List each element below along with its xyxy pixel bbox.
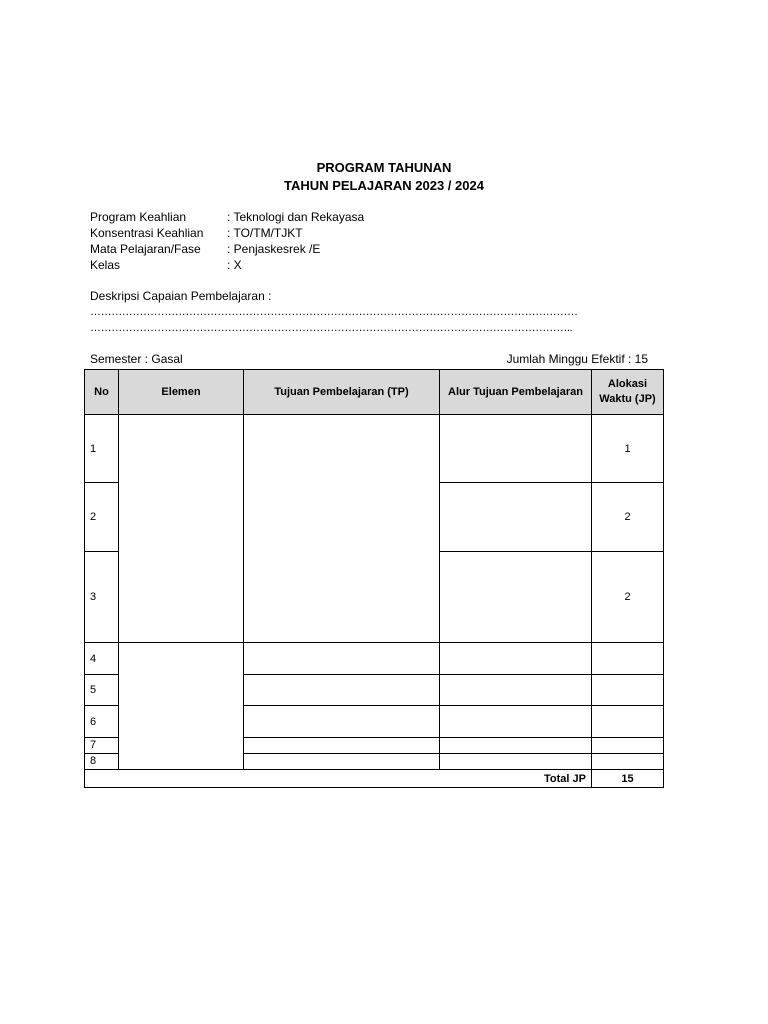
deskripsi-label: Deskripsi Capaian Pembelajaran :	[90, 289, 272, 303]
elemen-cell	[119, 415, 244, 643]
row-no: 6	[85, 706, 119, 738]
info-label-konsentrasi: Konsentrasi Keahlian	[90, 226, 204, 240]
alur-tp-cell	[440, 483, 592, 552]
deskripsi-line-1: …………………………………………………………………………………………………………………………	[90, 306, 578, 318]
document-title: PROGRAM TAHUNAN	[316, 160, 452, 175]
alur-tp-cell	[440, 706, 592, 738]
alokasi-cell	[592, 643, 664, 675]
table-header-row	[85, 370, 664, 415]
tujuan-pembelajaran-cell	[244, 415, 440, 643]
table-row	[85, 415, 664, 483]
info-label-program: Program Keahlian	[90, 210, 187, 224]
header-elemen: Elemen	[119, 370, 244, 415]
info-label-mapel: Mata Pelajaran/Fase	[90, 242, 201, 256]
alur-tp-cell	[440, 643, 592, 675]
info-value-kelas: : X	[227, 258, 242, 272]
alokasi-cell	[592, 706, 664, 738]
header-alur-tujuan-pembelajaran: Alur Tujuan Pembelajaran	[440, 370, 592, 415]
info-value-mapel: : Penjaskesrek /E	[227, 242, 321, 256]
tujuan-pembelajaran-cell	[244, 643, 440, 675]
row-no: 3	[85, 552, 119, 643]
row-no: 5	[85, 675, 119, 706]
alur-tp-cell	[440, 738, 592, 754]
row-no: 2	[85, 483, 119, 552]
alokasi-cell: 1	[592, 415, 664, 483]
info-value-konsentrasi: : TO/TM/TJKT	[227, 226, 303, 240]
row-no: 8	[85, 754, 119, 770]
table-row	[85, 643, 664, 675]
tujuan-pembelajaran-cell	[244, 738, 440, 754]
tujuan-pembelajaran-cell	[244, 706, 440, 738]
row-no: 7	[85, 738, 119, 754]
alur-tp-cell	[440, 552, 592, 643]
document-subtitle: TAHUN PELAJARAN 2023 / 2024	[284, 178, 484, 193]
semester-label: Semester : Gasal	[90, 352, 183, 366]
alur-tp-cell	[440, 675, 592, 706]
header-tujuan-pembelajaran: Tujuan Pembelajaran (TP)	[244, 370, 440, 415]
minggu-efektif-label: Jumlah Minggu Efektif : 15	[506, 352, 648, 366]
total-row	[85, 770, 664, 788]
alokasi-cell	[592, 738, 664, 754]
total-jp-label: Total JP	[85, 770, 592, 788]
total-jp-value: 15	[592, 770, 664, 788]
tujuan-pembelajaran-cell	[244, 754, 440, 770]
header-no: No	[85, 370, 119, 415]
program-tahunan-table	[84, 369, 664, 788]
alokasi-cell: 2	[592, 483, 664, 552]
tujuan-pembelajaran-cell	[244, 675, 440, 706]
alokasi-cell	[592, 754, 664, 770]
info-value-program: : Teknologi dan Rekayasa	[227, 210, 365, 224]
alokasi-cell	[592, 675, 664, 706]
row-no: 4	[85, 643, 119, 675]
header-alokasi-waktu: Alokasi Waktu (JP)	[592, 370, 664, 415]
alur-tp-cell	[440, 754, 592, 770]
elemen-cell	[119, 643, 244, 770]
row-no: 1	[85, 415, 119, 483]
alur-tp-cell	[440, 415, 592, 483]
alokasi-cell: 2	[592, 552, 664, 643]
deskripsi-line-2: ………………………………………………………………………………………………………………………..	[90, 322, 573, 334]
info-label-kelas: Kelas	[90, 258, 121, 272]
